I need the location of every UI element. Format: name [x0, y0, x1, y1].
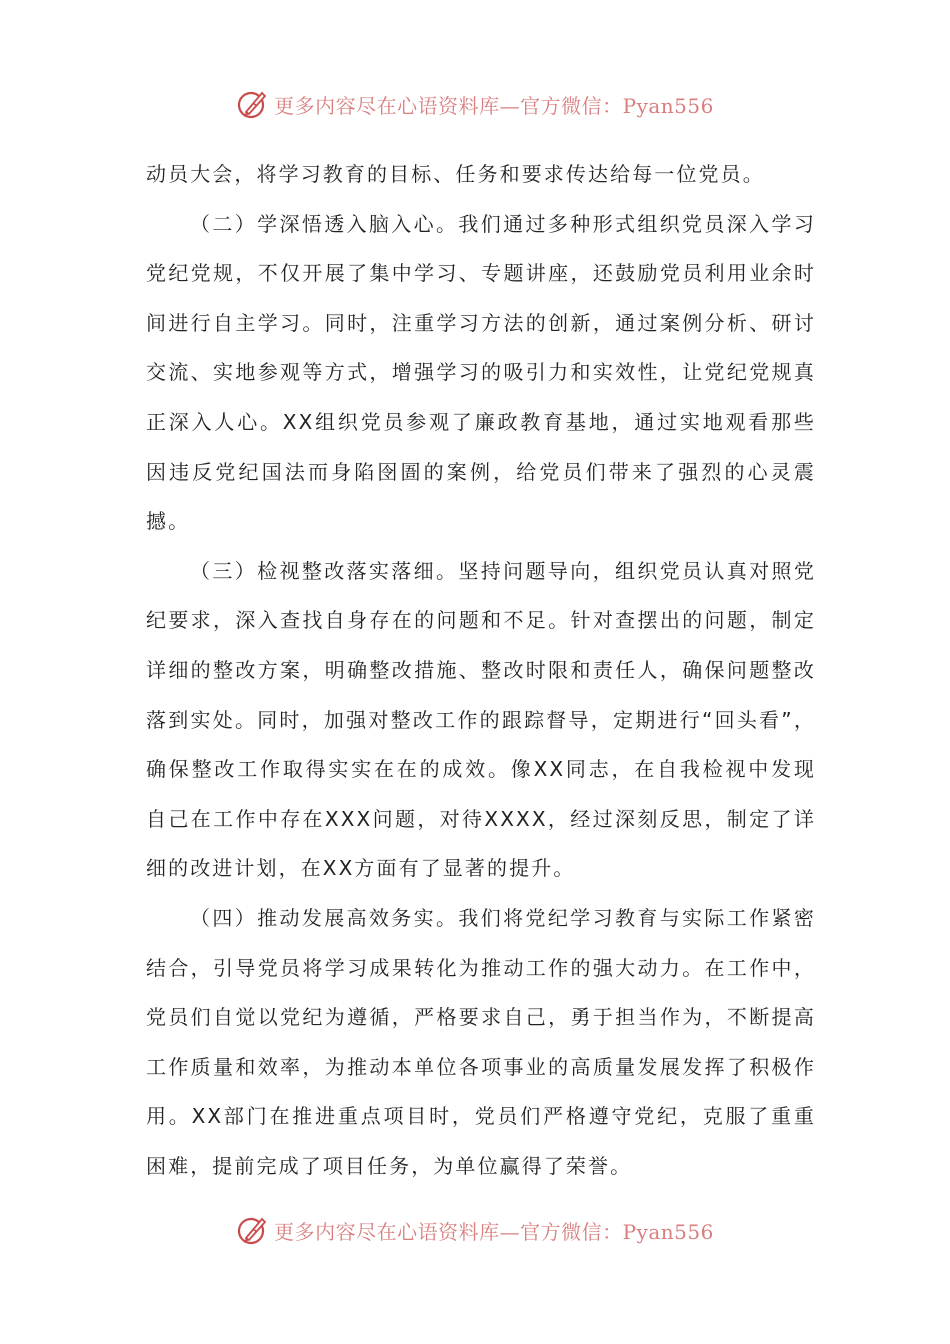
paragraph-section-3: （三）检视整改落实落细。坚持问题导向，组织党员认真对照党纪要求，深入查找自身存在的问题和不足。针对查摆出的问题，制定详细的整改方案，明确整改措施、整改时限和责任人，确保问题整改落到实处。同时，加强对整改工作的跟踪督导，定期进行“回头看”，确保整改工作取得实实在在的成效。像XX同志，在自我检视中发现自己在工作中存在XXX问题，对待XXXX，经过深刻反思，制定了详细的改进计划，在XX方面有了显著的提升。 [146, 558, 816, 881]
watermark-text: 更多内容尽在心语资料库—官方微信：Pyan556 [274, 93, 714, 118]
watermark-header [0, 84, 950, 124]
paragraph-section-4: （四）推动发展高效务实。我们将党纪学习教育与实际工作紧密结合，引导党员将学习成果转化为推动工作的强大动力。在工作中，党员们自觉以党纪为遵循，严格要求自己，勇于担当作为，不断提高工作质量和效率，为推动本单位各项事业的高质量发展发挥了积极作用。XX部门在推进重点项目时，党员们严格遵守党纪，克服了重重困难，提前完成了项目任务，为单位赢得了荣誉。 [146, 905, 816, 1178]
paragraph-section-2: （二）学深悟透入脑入心。我们通过多种形式组织党员深入学习党纪党规，不仅开展了集中学习、专题讲座，还鼓励党员利用业余时间进行自主学习。同时，注重学习方法的创新，通过案例分析、研讨交流、实地参观等方式，增强学习的吸引力和实效性，让党纪党规真正深入人心。XX组织党员参观了廉政教育基地，通过实地观看那些因违反党纪国法而身陷囹圄的案例，给党员们带来了强烈的心灵震撼。 [146, 211, 816, 534]
pen-nib-logo-icon [236, 87, 270, 121]
pen-nib-logo-icon [236, 1213, 270, 1247]
watermark-footer [0, 1210, 950, 1250]
watermark-text: 更多内容尽在心语资料库—官方微信：Pyan556 [274, 1219, 714, 1244]
document-body [146, 150, 816, 1191]
paragraph-continuation: 动员大会，将学习教育的目标、任务和要求传达给每一位党员。 [146, 162, 765, 186]
